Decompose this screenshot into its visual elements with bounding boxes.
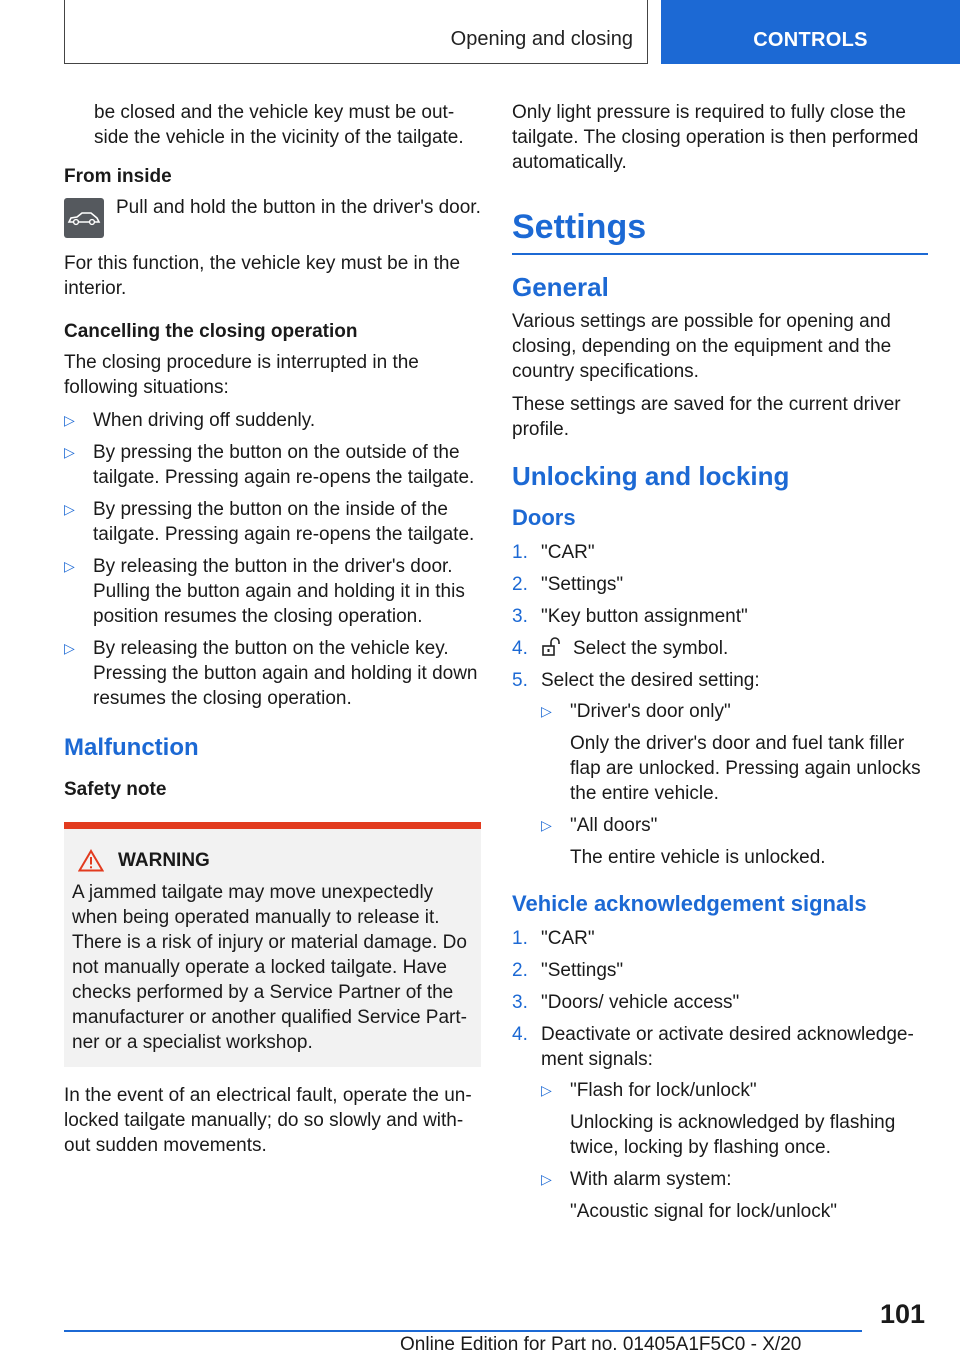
list-item: 5. Select the desired setting: ▷ "Driver's door only" Only the driver's door and fuel tank filler flap are unlocked. Pressing again unlocks the entire vehicle. ▷ "All doors" The entire vehicle is unlocked.	[512, 668, 928, 870]
list-item: 1. "CAR"	[512, 542, 595, 563]
page-number: 101	[879, 1299, 925, 1329]
list-item: 2. "Settings"	[512, 960, 624, 981]
header-chapter-tab[interactable]	[661, 0, 960, 64]
warning-title: WARNING	[118, 849, 210, 871]
triangle-bullet-icon: ▷	[541, 817, 552, 833]
list-item: 3. "Key button assignment"	[512, 606, 748, 627]
settings-heading: Settings	[512, 207, 928, 255]
footer-edition: Online Edition for Part no. 01405A1F5C0 - X/20	[400, 1334, 802, 1355]
tailgate-car-icon	[64, 198, 104, 238]
general-text-1: Various settings are possible for opening and closing, depending on the equipment and the country specifications.	[512, 311, 892, 382]
key-note-text: For this function, the vehicle key must be in the interior.	[64, 253, 461, 299]
list-item: 3. "Doors/ vehicle access"	[512, 992, 740, 1013]
list-item: ▷ "Flash for lock/unlock" Unlocking is acknowledged by flashing twice, locking by flashing once.	[541, 1080, 896, 1158]
list-item: 4. Select the symbol.	[512, 638, 729, 659]
general-heading: General	[512, 272, 609, 302]
right-column	[512, 100, 928, 1231]
list-item: ▷ With alarm system: "Acoustic signal for lock/unlock"	[541, 1169, 837, 1222]
cancel-intro-text: The closing procedure is interrupted in the following situations:	[64, 352, 419, 398]
list-item: ▷ By releasing the button in the driver's door. Pulling the button again and holding it in this position resumes the closing operation.	[64, 556, 465, 627]
list-item: ▷ By releasing the button on the vehicle key. Pressing the button again and holding it down resumes the closing operation.	[64, 638, 478, 709]
ack-heading: Vehicle acknowledgement signals	[512, 891, 867, 916]
list-item: ▷ By pressing the button on the outside of the tailgate. Pressing again re‑opens the tailgate.	[64, 442, 475, 488]
left-column	[64, 100, 481, 1158]
from-inside-heading: From inside	[64, 166, 172, 187]
warning-triangle-icon	[78, 849, 104, 872]
cancel-list	[64, 408, 481, 711]
triangle-bullet-icon: ▷	[64, 412, 75, 428]
header-section-box	[64, 0, 648, 64]
malfunction-heading: Malfunction	[64, 734, 199, 761]
from-inside-block	[64, 195, 481, 245]
cancel-heading: Cancelling the closing operation	[64, 321, 358, 342]
header-chapter-title: CONTROLS	[753, 29, 868, 51]
list-item: 2. "Settings"	[512, 574, 624, 595]
doors-steps	[512, 540, 928, 870]
from-inside-text: Pull and hold the button in the driver's door.	[116, 197, 481, 218]
header-section-title: Opening and closing	[450, 28, 633, 50]
list-item: 1. "CAR"	[512, 928, 595, 949]
triangle-bullet-icon: ▷	[541, 703, 552, 719]
fault-text: In the event of an electrical fault, operate the unlocked tailgate manually; do so slowly and without sudden movements.	[64, 1085, 472, 1156]
list-item: ▷ "All doors" The entire vehicle is unlocked.	[541, 815, 826, 868]
triangle-bullet-icon: ▷	[541, 1171, 552, 1187]
triangle-bullet-icon: ▷	[541, 1082, 552, 1098]
footer-divider	[64, 1330, 862, 1332]
warning-text: A jammed tailgate may move unexpectedly when being operated manually to release it. There is a risk of injury or material damage. Do not manually operate a locked tailgate. Have checks performed by a Service Partner of the manufacturer or another qualified Service Partner or a specialist workshop.	[72, 882, 467, 1053]
triangle-bullet-icon: ▷	[64, 501, 75, 517]
pressure-text: Only light pressure is required to fully close the tailgate. The closing operation is then performed automatically.	[512, 102, 919, 173]
intro-text: be closed and the vehicle key must be outside the vehicle in the vicinity of the tailgate.	[94, 102, 464, 148]
triangle-bullet-icon: ▷	[64, 640, 75, 656]
ack-setting-options	[541, 1078, 928, 1224]
list-item: 4. Deactivate or activate desired acknowledgement signals: ▷ "Flash for lock/unlock" Unlocking is acknowledged by flashing twice, locking by flashing once. ▷ With alarm system: "Acoustic signal for lock/unlock"	[512, 1022, 928, 1224]
safety-note-heading: Safety note	[64, 779, 167, 800]
list-item: ▷ By pressing the button on the inside of the tailgate. Pressing again re‑opens the tailgate.	[64, 499, 475, 545]
general-text-2: These settings are saved for the current driver profile.	[512, 394, 901, 440]
warning-box	[64, 822, 481, 1067]
doors-setting-options	[541, 699, 928, 870]
ack-steps	[512, 926, 928, 1224]
triangle-bullet-icon: ▷	[64, 558, 75, 574]
triangle-bullet-icon: ▷	[64, 444, 75, 460]
warning-header	[72, 849, 473, 872]
doors-heading: Doors	[512, 505, 576, 530]
list-item: ▷ "Driver's door only" Only the driver's door and fuel tank filler flap are unlocked. Pressing again unlocks the entire vehicle.	[541, 701, 921, 804]
unlocking-heading: Unlocking and locking	[512, 461, 790, 491]
list-item: ▷ When driving off suddenly.	[64, 410, 316, 431]
unlock-symbol-icon	[541, 637, 563, 657]
